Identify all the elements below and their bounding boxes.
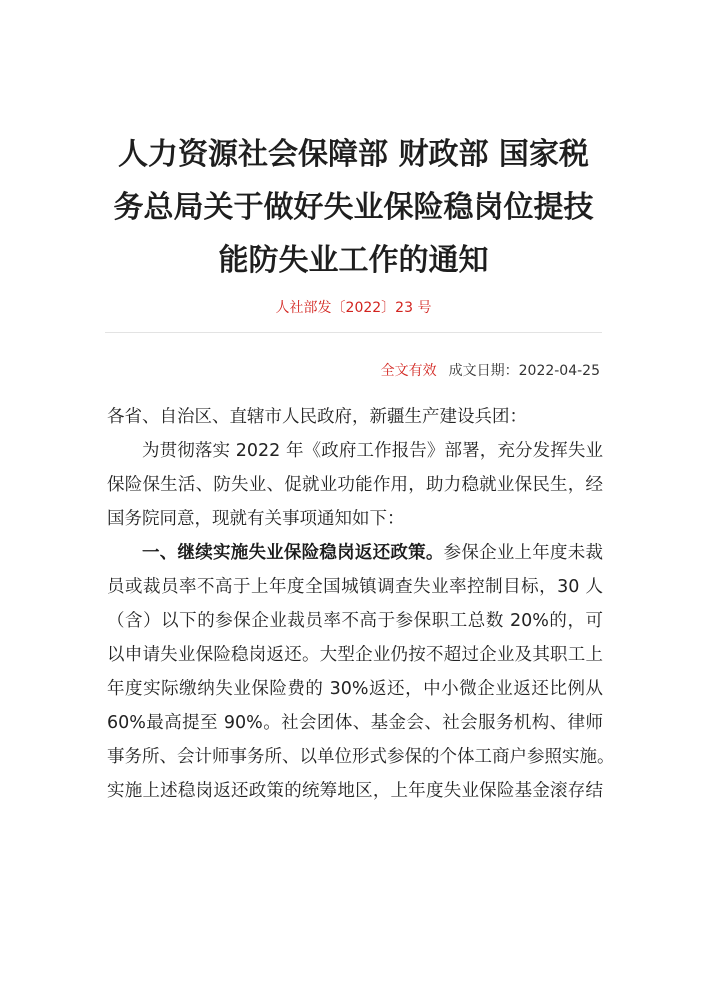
document-title <box>100 128 607 287</box>
section-1-first-line-text: 参保企业上年度未裁 <box>443 543 604 563</box>
date-label: 成文日期： <box>448 363 519 379</box>
text-line: 以申请失业保险稳岗返还。大型企业仍按不超过企业及其职工上 <box>107 645 603 665</box>
text-line: 60%最高提至 90%。社会团体、基金会、社会服务机构、律师 <box>107 713 603 733</box>
section-1-heading: 一、继续实施失业保险稳岗返还政策。 <box>142 543 444 563</box>
text-line: 实施上述稳岗返还政策的统筹地区，上年度失业保险基金滚存结 <box>107 781 603 801</box>
divider <box>105 332 602 333</box>
text-line: 各省、自治区、直辖市人民政府，新疆生产建设兵团： <box>107 407 527 427</box>
text-line: 年度实际缴纳失业保险费的 30%返还，中小微企业返还比例从 <box>107 679 603 699</box>
validity-status: 全文有效 <box>380 363 437 379</box>
intro-paragraph <box>107 434 603 536</box>
section-1-paragraph <box>107 536 615 808</box>
title-line: 人力资源社会保障部 财政部 国家税 <box>118 137 589 172</box>
date-value: 2022-04-25 <box>518 363 600 379</box>
text-line: 为贯彻落实 2022 年《政府工作报告》部署，充分发挥失业 <box>142 441 603 461</box>
text-line: 员或裁员率不高于上年度全国城镇调查失业率控制目标，30 人 <box>107 577 603 597</box>
text-line: 事务所、会计师事务所、以单位形式参保的个体工商户参照实施。 <box>107 747 615 767</box>
salutation <box>107 400 603 434</box>
text-line <box>107 536 603 570</box>
text-line: （含）以下的参保企业裁员率不高于参保职工总数 20%的，可 <box>107 611 603 631</box>
document-meta <box>381 361 600 381</box>
text-line: 保险保生活、防失业、促就业功能作用，助力稳就业保民生，经 <box>107 475 603 495</box>
document-body <box>107 400 615 808</box>
document-number: 人社部发〔2022〕23 号 <box>275 300 432 316</box>
title-line: 能防失业工作的通知 <box>218 243 489 278</box>
title-line: 务总局关于做好失业保险稳岗位提技 <box>113 190 594 225</box>
text-line: 国务院同意，现就有关事项通知如下： <box>107 509 405 529</box>
